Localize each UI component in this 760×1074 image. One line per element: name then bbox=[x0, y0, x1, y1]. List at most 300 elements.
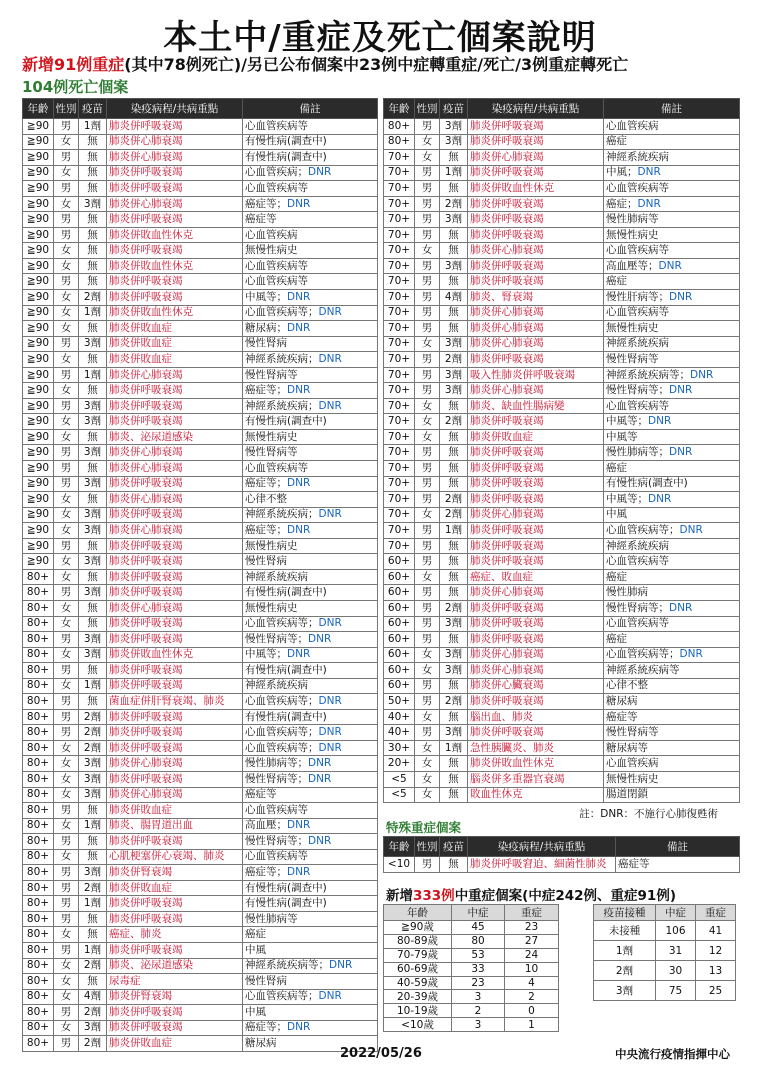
vaccine-cell: 3劑 bbox=[440, 647, 468, 663]
course-cell: 肺炎併敗血症 bbox=[468, 429, 604, 445]
moderate-count-cell: 80 bbox=[452, 934, 505, 948]
sex-cell: 男 bbox=[54, 445, 79, 461]
remark-cell: 癌症等 bbox=[243, 212, 378, 228]
age-cell: 60+ bbox=[384, 585, 415, 601]
vaccine-cell: 2劑 bbox=[440, 694, 468, 710]
sex-cell: 女 bbox=[415, 243, 440, 259]
remark-cell: 中風 bbox=[243, 942, 378, 958]
course-cell: 肺炎併呼吸衰竭 bbox=[107, 507, 243, 523]
sex-cell: 女 bbox=[415, 150, 440, 166]
course-cell: 肺炎併呼吸衰竭 bbox=[468, 258, 604, 274]
sex-cell: 女 bbox=[54, 600, 79, 616]
vaccine-cell: 無 bbox=[79, 321, 107, 337]
remark-text: 癌症等；DNR bbox=[245, 523, 311, 536]
course-cell: 肺炎併呼吸衰竭 bbox=[468, 600, 604, 616]
course-cell: 肺炎併呼吸衰竭 bbox=[107, 398, 243, 414]
vaccine-cell: 無 bbox=[79, 538, 107, 554]
new-severe-prefix: 新增 bbox=[386, 888, 413, 904]
remark-cell: 神經系統疾病 bbox=[604, 538, 740, 554]
remark-text: 中風；DNR bbox=[606, 166, 661, 179]
vaccine-cell: 1劑 bbox=[79, 367, 107, 383]
vaccine-cell: 無 bbox=[79, 134, 107, 150]
table-row bbox=[23, 119, 378, 135]
remark-cell bbox=[243, 616, 378, 632]
table-row bbox=[23, 834, 378, 850]
vaccine-status-cell: 2劑 bbox=[594, 961, 656, 981]
table-row bbox=[23, 445, 378, 461]
age-cell: <10 bbox=[384, 857, 415, 873]
table-row bbox=[23, 974, 378, 990]
moderate-count-cell: 106 bbox=[656, 921, 696, 941]
remark-cell: 慢性腎病等 bbox=[243, 367, 378, 383]
moderate-count-cell: 3 bbox=[452, 990, 505, 1004]
course-cell: 肺炎併呼吸衰竭 bbox=[107, 1005, 243, 1021]
severe-count-cell: 27 bbox=[505, 934, 559, 948]
remark-cell bbox=[243, 818, 378, 834]
sex-cell: 男 bbox=[54, 181, 79, 197]
course-cell: 肺炎併呼吸衰竭 bbox=[468, 461, 604, 477]
age-cell: ≧90 bbox=[23, 461, 54, 477]
age-cell: 80+ bbox=[23, 725, 54, 741]
course-cell: 肺炎併心肺衰竭 bbox=[468, 585, 604, 601]
age-cell: 80+ bbox=[23, 1020, 54, 1036]
vaccine-cell: 3劑 bbox=[440, 383, 468, 399]
vaccine-cell: 無 bbox=[440, 181, 468, 197]
course-cell: 肺炎併呼吸衰竭 bbox=[107, 834, 243, 850]
table-row bbox=[23, 336, 378, 352]
dnr-flag: DNR bbox=[679, 523, 703, 536]
table-header-row bbox=[594, 905, 736, 921]
remark-cell bbox=[243, 771, 378, 787]
remark-cell bbox=[243, 865, 378, 881]
age-cell: 70+ bbox=[384, 352, 415, 368]
vaccine-cell: 無 bbox=[79, 150, 107, 166]
age-cell: ≧90 bbox=[23, 165, 54, 181]
table-row bbox=[23, 1005, 378, 1021]
remark-cell bbox=[604, 258, 740, 274]
table-header-row bbox=[23, 99, 378, 119]
course-cell: 肺炎併心肺衰竭 bbox=[107, 461, 243, 477]
remark-cell bbox=[243, 398, 378, 414]
age-header: 年齡 bbox=[384, 837, 415, 857]
course-cell: 肺炎併呼吸衰竭 bbox=[107, 678, 243, 694]
course-cell: 肺炎、泌尿道感染 bbox=[107, 958, 243, 974]
remark-text: 心血管疾病等；DNR bbox=[245, 990, 342, 1003]
remark-cell bbox=[243, 694, 378, 710]
remark-cell: 無慢性病史 bbox=[604, 321, 740, 337]
remark-cell bbox=[243, 740, 378, 756]
report-date: 2022/05/26 bbox=[340, 1046, 422, 1061]
subtitle-new-severe: 新增91例重症 bbox=[22, 55, 125, 74]
remark-cell: 無慢性病史 bbox=[243, 538, 378, 554]
table-row bbox=[384, 507, 740, 523]
sex-cell: 男 bbox=[54, 865, 79, 881]
remark-cell: 心血管疾病 bbox=[604, 119, 740, 135]
vaccine-cell: 3劑 bbox=[79, 1020, 107, 1036]
course-cell: 腦出血、肺炎 bbox=[468, 709, 604, 725]
sex-cell: 女 bbox=[415, 756, 440, 772]
table-header-row bbox=[384, 837, 740, 857]
remark-text: 心血管疾病等；DNR bbox=[245, 741, 342, 754]
table-row bbox=[23, 165, 378, 181]
new-severe-count: 333例 bbox=[413, 888, 455, 904]
age-cell: 80+ bbox=[23, 632, 54, 648]
age-cell: 80+ bbox=[23, 974, 54, 990]
dnr-flag: DNR bbox=[287, 197, 311, 210]
sex-cell: 男 bbox=[415, 258, 440, 274]
age-cell: 40+ bbox=[384, 709, 415, 725]
course-cell: 肺炎併敗血症 bbox=[107, 352, 243, 368]
remark-text: 神經系統疾病；DNR bbox=[245, 399, 342, 412]
dnr-flag: DNR bbox=[318, 617, 342, 630]
remark-cell bbox=[243, 165, 378, 181]
table-row bbox=[23, 258, 378, 274]
vaccine-cell: 2劑 bbox=[79, 1036, 107, 1052]
course-cell: 肺炎併心肺衰竭 bbox=[107, 523, 243, 539]
remark-cell bbox=[243, 383, 378, 399]
dnr-flag: DNR bbox=[648, 415, 672, 428]
remark-cell: 心血管疾病 bbox=[604, 756, 740, 772]
vaccine-cell: 無 bbox=[440, 150, 468, 166]
sex-header: 性別 bbox=[54, 99, 79, 119]
vaccine-cell: 2劑 bbox=[440, 507, 468, 523]
course-cell: 肺炎併呼吸衰竭 bbox=[107, 616, 243, 632]
remark-cell bbox=[604, 367, 740, 383]
remark-text: 高血壓；DNR bbox=[245, 819, 311, 832]
vaccine-cell: 無 bbox=[79, 911, 107, 927]
table-row bbox=[384, 150, 740, 166]
age-cell: 80+ bbox=[23, 585, 54, 601]
page-title: 本土中/重症及死亡個案說明 bbox=[163, 18, 597, 58]
sex-cell: 女 bbox=[54, 958, 79, 974]
severe-count-cell: 24 bbox=[505, 948, 559, 962]
remark-cell: 慢性腎病等 bbox=[604, 725, 740, 741]
moderate-count-cell: 75 bbox=[656, 981, 696, 1001]
table-row bbox=[384, 181, 740, 197]
sex-cell: 男 bbox=[415, 181, 440, 197]
vaccine-cell: 無 bbox=[79, 165, 107, 181]
table-row bbox=[594, 921, 736, 941]
vaccine-cell: 3劑 bbox=[79, 445, 107, 461]
remark-cell bbox=[243, 834, 378, 850]
remark-cell: 癌症 bbox=[243, 927, 378, 943]
remark-cell: 神經系統疾病 bbox=[243, 678, 378, 694]
course-cell: 肺炎、泌尿道感染 bbox=[107, 429, 243, 445]
sex-cell: 女 bbox=[415, 709, 440, 725]
remark-cell bbox=[604, 165, 740, 181]
vaccine-cell: 無 bbox=[79, 803, 107, 819]
table-row bbox=[384, 857, 740, 873]
course-cell: 肺炎併心肺衰竭 bbox=[468, 243, 604, 259]
moderate-count-header: 中症 bbox=[656, 905, 696, 921]
remark-cell: 心血管疾病 bbox=[243, 227, 378, 243]
sex-cell: 女 bbox=[54, 414, 79, 430]
sex-cell: 女 bbox=[54, 569, 79, 585]
vaccine-severity-table bbox=[593, 904, 736, 1001]
sex-cell: 女 bbox=[415, 787, 440, 803]
remark-cell bbox=[243, 305, 378, 321]
remark-text: 神經系統疾病等；DNR bbox=[606, 368, 714, 381]
sex-cell: 女 bbox=[54, 756, 79, 772]
table-row bbox=[23, 212, 378, 228]
table-row bbox=[23, 274, 378, 290]
remark-cell bbox=[243, 725, 378, 741]
remark-cell bbox=[604, 523, 740, 539]
sex-cell: 男 bbox=[54, 538, 79, 554]
course-cell: 肺炎併呼吸衰竭 bbox=[107, 476, 243, 492]
course-cell: 肺炎併心肺衰竭 bbox=[107, 492, 243, 508]
remark-cell: 慢性肺病 bbox=[604, 585, 740, 601]
vaccine-cell: 無 bbox=[79, 616, 107, 632]
table-row bbox=[384, 787, 740, 803]
dnr-flag: DNR bbox=[318, 508, 342, 521]
moderate-count-cell: 2 bbox=[452, 1004, 505, 1018]
dnr-flag: DNR bbox=[637, 197, 661, 210]
age-cell: 70+ bbox=[384, 305, 415, 321]
table-row bbox=[384, 227, 740, 243]
vaccine-cell: 無 bbox=[440, 756, 468, 772]
course-cell: 肺炎併呼吸衰竭 bbox=[107, 119, 243, 135]
age-cell: 80+ bbox=[23, 834, 54, 850]
sex-cell: 男 bbox=[415, 274, 440, 290]
sex-cell: 男 bbox=[54, 150, 79, 166]
course-cell: 癌症、肺炎 bbox=[107, 927, 243, 943]
table-row bbox=[384, 976, 559, 990]
age-cell: 30+ bbox=[384, 740, 415, 756]
dnr-flag: DNR bbox=[318, 399, 342, 412]
new-severe-title bbox=[386, 884, 676, 904]
age-cell: 80+ bbox=[23, 958, 54, 974]
vaccine-cell: 2劑 bbox=[79, 290, 107, 306]
remark-cell: 慢性腎病等 bbox=[243, 445, 378, 461]
vaccine-cell: 4劑 bbox=[79, 989, 107, 1005]
severe-count-header: 重症 bbox=[505, 905, 559, 921]
course-cell: 肺炎併呼吸衰竭 bbox=[107, 911, 243, 927]
subtitle bbox=[22, 52, 752, 75]
course-cell: 肺炎併心肺衰竭 bbox=[468, 336, 604, 352]
remark-cell: 有慢性病(調查中) bbox=[243, 134, 378, 150]
vaccine-cell: 4劑 bbox=[440, 290, 468, 306]
vaccine-cell: 3劑 bbox=[79, 865, 107, 881]
vaccine-cell: 3劑 bbox=[440, 212, 468, 228]
subtitle-detail: (其中78例死亡)/另已公布個案中23例中症轉重症/死亡/3例重症轉死亡 bbox=[124, 55, 629, 74]
course-cell: 肺炎併心臟衰竭 bbox=[468, 678, 604, 694]
remark-cell: 有慢性病(調查中) bbox=[604, 476, 740, 492]
age-cell: 80+ bbox=[23, 818, 54, 834]
remark-cell: 心血管疾病等 bbox=[604, 554, 740, 570]
sex-cell: 女 bbox=[54, 429, 79, 445]
vaccine-cell: 2劑 bbox=[79, 725, 107, 741]
age-cell: ≧90 bbox=[23, 227, 54, 243]
age-cell: 20+ bbox=[384, 756, 415, 772]
sex-cell: 女 bbox=[415, 398, 440, 414]
remark-cell: 癌症 bbox=[604, 569, 740, 585]
dnr-flag: DNR bbox=[287, 819, 311, 832]
vaccine-cell: 3劑 bbox=[440, 725, 468, 741]
sex-cell: 男 bbox=[415, 538, 440, 554]
course-cell: 肺炎併心肺衰竭 bbox=[107, 787, 243, 803]
table-row bbox=[23, 181, 378, 197]
age-cell: 80+ bbox=[23, 865, 54, 881]
sex-cell: 女 bbox=[54, 383, 79, 399]
remark-cell: 有慢性病(調查中) bbox=[243, 880, 378, 896]
course-cell: 吸入性肺炎併呼吸衰竭 bbox=[468, 367, 604, 383]
table-row bbox=[23, 492, 378, 508]
vaccine-cell: 3劑 bbox=[79, 632, 107, 648]
vaccine-cell: 1劑 bbox=[440, 523, 468, 539]
table-row bbox=[384, 921, 559, 935]
remark-cell: 心血管疾病等 bbox=[243, 258, 378, 274]
table-row bbox=[594, 941, 736, 961]
age-cell: ≧90 bbox=[23, 429, 54, 445]
remark-cell bbox=[243, 756, 378, 772]
sex-cell: 男 bbox=[54, 834, 79, 850]
course-cell: 尿毒症 bbox=[107, 974, 243, 990]
remark-cell: 心血管疾病等 bbox=[243, 803, 378, 819]
vaccine-cell: 無 bbox=[79, 429, 107, 445]
sex-cell: 女 bbox=[54, 305, 79, 321]
vaccine-cell: 無 bbox=[440, 709, 468, 725]
remark-cell: 癌症等 bbox=[243, 787, 378, 803]
table-row bbox=[384, 461, 740, 477]
course-cell: 肺炎併心肺衰竭 bbox=[107, 196, 243, 212]
age-cell: ≧90 bbox=[23, 383, 54, 399]
course-cell: 肺炎併呼吸衰竭 bbox=[107, 243, 243, 259]
table-row bbox=[384, 538, 740, 554]
vaccine-cell: 2劑 bbox=[79, 1005, 107, 1021]
table-row bbox=[384, 678, 740, 694]
dnr-flag: DNR bbox=[669, 446, 693, 459]
age-cell: ≧90 bbox=[23, 398, 54, 414]
remark-cell: 糖尿病 bbox=[604, 694, 740, 710]
dnr-flag: DNR bbox=[308, 632, 332, 645]
dnr-flag: DNR bbox=[669, 384, 693, 397]
remark-cell: 慢性腎病 bbox=[243, 336, 378, 352]
age-cell: 70+ bbox=[384, 398, 415, 414]
age-cell: 80+ bbox=[23, 709, 54, 725]
remark-cell bbox=[243, 352, 378, 368]
vaccine-cell: 3劑 bbox=[440, 134, 468, 150]
table-row bbox=[594, 961, 736, 981]
remark-cell: 無慢性病史 bbox=[604, 771, 740, 787]
sex-cell: 男 bbox=[54, 942, 79, 958]
table-row bbox=[384, 383, 740, 399]
table-row bbox=[384, 663, 740, 679]
issuing-organization: 中央流行疫情指揮中心 bbox=[615, 1047, 730, 1061]
age-cell: 70+ bbox=[384, 476, 415, 492]
course-cell: 肺炎併呼吸衰竭 bbox=[107, 554, 243, 570]
vaccine-cell: 無 bbox=[79, 181, 107, 197]
age-cell: <5 bbox=[384, 787, 415, 803]
remark-text: 心血管疾病等；DNR bbox=[245, 726, 342, 739]
age-cell: 70+ bbox=[384, 367, 415, 383]
sex-cell: 男 bbox=[54, 398, 79, 414]
vaccine-cell: 2劑 bbox=[79, 880, 107, 896]
age-cell: ≧90 bbox=[23, 134, 54, 150]
table-row bbox=[384, 212, 740, 228]
sex-cell: 女 bbox=[54, 771, 79, 787]
age-cell: 80+ bbox=[23, 880, 54, 896]
vaccine-cell: 1劑 bbox=[79, 119, 107, 135]
age-cell: 80+ bbox=[384, 119, 415, 135]
age-header: 年齡 bbox=[23, 99, 54, 119]
vaccine-cell: 無 bbox=[79, 461, 107, 477]
course-cell: 肺炎併呼吸衰竭 bbox=[468, 476, 604, 492]
table-header-row bbox=[384, 99, 740, 119]
sex-cell: 男 bbox=[54, 336, 79, 352]
sex-cell: 女 bbox=[54, 352, 79, 368]
course-cell: 肺炎併心肺衰竭 bbox=[107, 150, 243, 166]
sex-cell: 男 bbox=[415, 554, 440, 570]
table-row bbox=[384, 243, 740, 259]
age-cell: ≧90 bbox=[23, 554, 54, 570]
remark-cell: 慢性腎病等 bbox=[604, 352, 740, 368]
remark-cell: 心血管疾病等 bbox=[604, 305, 740, 321]
table-row bbox=[384, 196, 740, 212]
remark-text: 中風等；DNR bbox=[245, 648, 311, 661]
dnr-note: 註：DNR：不施行心肺復甦術 bbox=[579, 808, 718, 820]
age-cell: 60+ bbox=[384, 616, 415, 632]
remark-text: 癌症；DNR bbox=[606, 197, 661, 210]
table-row bbox=[384, 990, 559, 1004]
age-cell: 70+ bbox=[384, 227, 415, 243]
age-cell: 60+ bbox=[384, 663, 415, 679]
course-cell: 肺炎併敗血症 bbox=[107, 321, 243, 337]
remark-text: 神經系統疾病；DNR bbox=[245, 352, 342, 365]
remark-cell: 糖尿病等 bbox=[604, 740, 740, 756]
age-header: 年齡 bbox=[384, 99, 415, 119]
remark-cell: 心律不整 bbox=[604, 678, 740, 694]
vaccine-cell: 3劑 bbox=[79, 585, 107, 601]
age-cell: 80+ bbox=[23, 678, 54, 694]
table-row bbox=[384, 352, 740, 368]
remark-text: 慢性腎病等；DNR bbox=[245, 772, 332, 785]
age-group-cell: <10歲 bbox=[384, 1018, 452, 1032]
table-row bbox=[23, 647, 378, 663]
table-body bbox=[384, 921, 559, 1032]
remark-text: 癌症等；DNR bbox=[245, 384, 311, 397]
sex-cell: 女 bbox=[54, 196, 79, 212]
sex-cell: 男 bbox=[415, 694, 440, 710]
remark-cell: 腸道閉鎖 bbox=[604, 787, 740, 803]
moderate-count-cell: 53 bbox=[452, 948, 505, 962]
table-row bbox=[23, 600, 378, 616]
vaccine-cell: 無 bbox=[440, 461, 468, 477]
remark-cell bbox=[604, 196, 740, 212]
table-row bbox=[23, 1036, 378, 1052]
course-header: 染疫病程/共病重點 bbox=[468, 99, 604, 119]
course-cell: 癌症、敗血症 bbox=[468, 569, 604, 585]
sex-cell: 女 bbox=[54, 554, 79, 570]
vaccine-status-cell: 1劑 bbox=[594, 941, 656, 961]
table-row bbox=[384, 119, 740, 135]
vaccine-cell: 無 bbox=[440, 538, 468, 554]
table-row bbox=[23, 849, 378, 865]
vaccine-cell: 2劑 bbox=[440, 196, 468, 212]
table-row bbox=[23, 414, 378, 430]
remark-cell bbox=[243, 507, 378, 523]
age-cell: ≧90 bbox=[23, 258, 54, 274]
age-group-cell: 70-79歲 bbox=[384, 948, 452, 962]
vaccine-cell: 無 bbox=[440, 569, 468, 585]
course-cell: 肺炎併敗血性休克 bbox=[468, 756, 604, 772]
remark-cell: 有慢性病(調查中) bbox=[243, 663, 378, 679]
severe-count-cell: 4 bbox=[505, 976, 559, 990]
vaccine-cell: 無 bbox=[440, 321, 468, 337]
remark-cell bbox=[604, 414, 740, 430]
vaccine-cell: 無 bbox=[79, 834, 107, 850]
age-cell: 80+ bbox=[23, 1005, 54, 1021]
